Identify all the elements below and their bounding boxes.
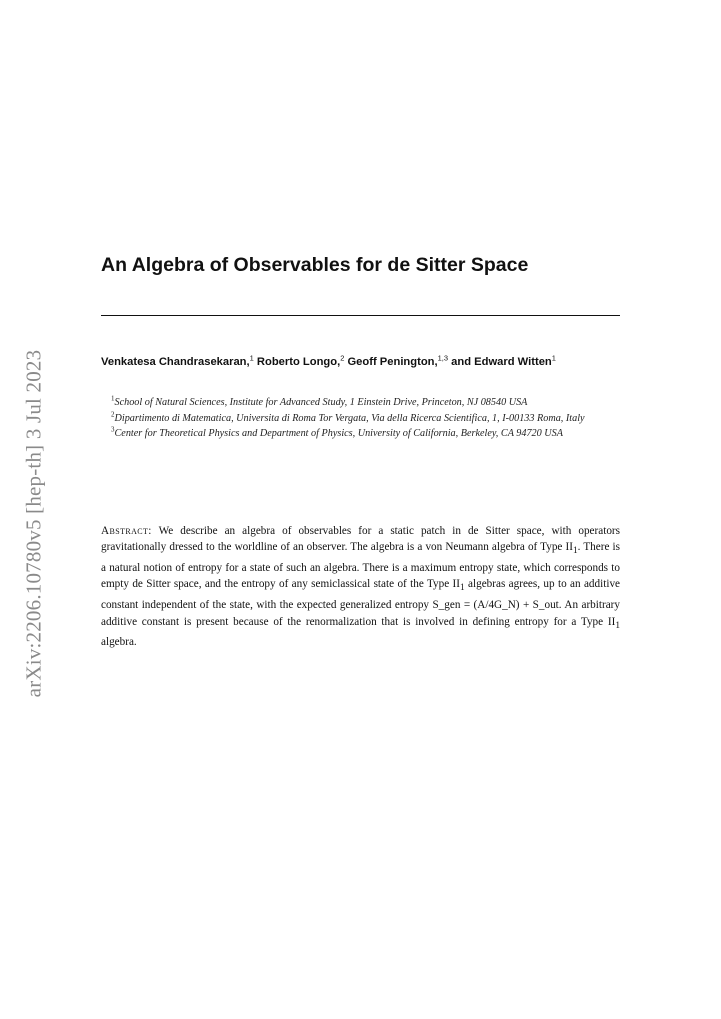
affiliation-text: School of Natural Sciences, Institute for Advanced Study, 1 Einstein Drive, Princeton, NJ 08540 USA [114,397,528,408]
affiliation [111,411,626,427]
arxiv-id: arXiv:2206.10780v5 [hep-th] 3 Jul 2023 [21,349,46,697]
type-subscript: 1 [460,583,465,594]
affiliation [111,395,626,411]
abstract-text: . There is a natural notion of entropy for a state of such an algebra. There is a maximum entropy state, which corresponds to empty de Sitter space, and the entropy of any semiclassical state of the Type II [101,541,620,591]
author-affil-mark: 1,3 [437,353,449,363]
type-subscript: 1 [572,546,578,557]
affiliation-text: Center for Theoretical Physics and Department of Physics, University of California, Berkeley, CA 94720 USA [114,428,563,440]
author-affil-mark: 1 [551,353,556,363]
abstract-text: . An arbitrary additive constant is present because of the renormalization that is involved in defining entropy for a Type II [101,599,620,628]
affiliation-mark: 1 [111,394,115,403]
abstract-text: algebras agrees, up to an additive constant independent of the state, with the expected generalized entropy [101,578,621,612]
author-list [101,354,620,371]
type-subscript: 1 [615,620,620,631]
abstract-heading: Abstract: [101,525,152,537]
author-affil-mark: 2 [340,353,345,363]
author-name: Roberto Longo, [256,356,341,368]
author-name: Geoff Penington, [347,356,438,368]
author-name: and Edward Witten [451,356,552,368]
affiliation-mark: 2 [111,410,115,419]
affiliation-list [111,395,626,442]
paper-title: An Algebra of Observables for de Sitter Space [101,254,529,276]
affiliation-text: Dipartimento di Matematica, Universita di Roma Tor Vergata, Via della Ricerca Scientifica, 1, I-00133 Roma, Italy [114,412,585,424]
abstract-text: We describe an algebra of observables for a static patch in de Sitter space, with operators gravitationally dressed to the worldline of an observer. The algebra is a von Neumann algebra of Type II [101,525,620,554]
entropy-formula: S_gen = (A/4G_N) + S_out [432,599,559,612]
affiliation-mark: 3 [111,425,115,434]
arxiv-watermark [19,333,49,713]
abstract-text: algebra. [101,636,137,649]
abstract [101,523,620,651]
affiliation [111,426,626,442]
author-affil-mark: 1 [249,353,254,363]
author-name: Venkatesa Chandrasekaran, [101,356,250,368]
title-rule [101,315,620,316]
